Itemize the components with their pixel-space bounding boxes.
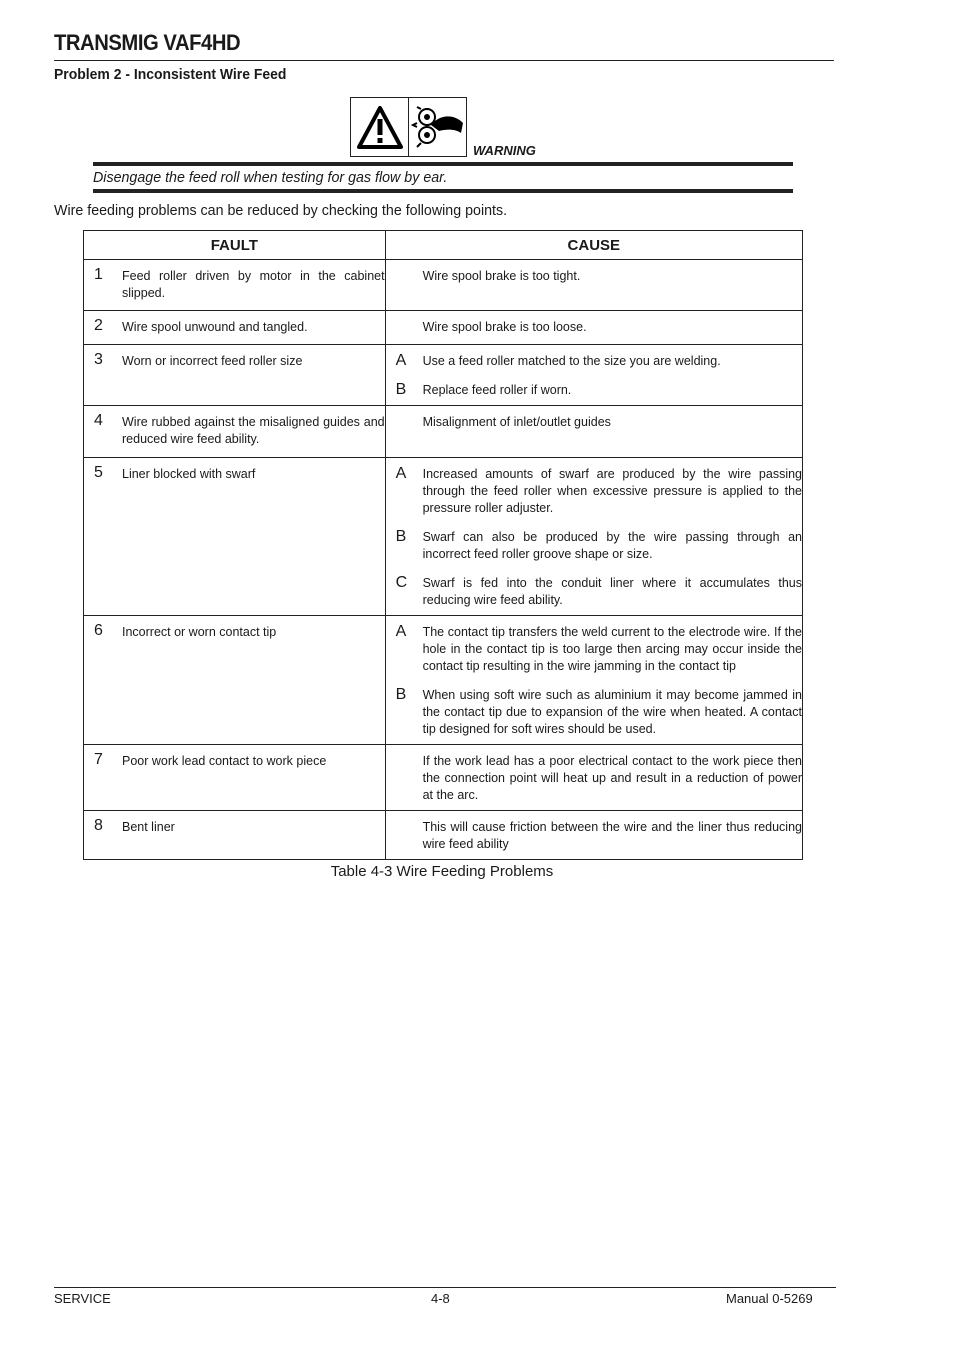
cause-letter — [386, 267, 423, 285]
cause-item — [386, 686, 802, 738]
document-title: TRANSMIG VAF4HD — [54, 30, 241, 55]
fault-description: Worn or incorrect feed roller size — [122, 354, 303, 368]
cause-description: Swarf is fed into the conduit liner where it accumulates thus reducing wire feed ability. — [422, 576, 802, 607]
cause-letter — [386, 752, 423, 804]
table-row — [84, 616, 803, 745]
table-caption: Table 4-3 Wire Feeding Problems — [330, 863, 554, 880]
fault-cell — [84, 811, 386, 860]
footer-divider — [54, 1287, 836, 1288]
cause-letter — [386, 413, 423, 431]
cause-item — [386, 818, 802, 853]
footer-page-number: 4-8 — [431, 1291, 450, 1306]
fault-number: 7 — [94, 751, 103, 768]
cause-letter: B — [395, 528, 407, 545]
cause-cell — [385, 311, 802, 345]
hand-crush-icon — [409, 98, 466, 156]
cause-letter — [386, 818, 423, 853]
cause-item — [386, 413, 802, 431]
cause-cell — [385, 811, 802, 860]
cause-description: Wire spool brake is too tight. — [422, 269, 581, 283]
cause-cell — [385, 406, 802, 458]
fault-cell — [84, 311, 386, 345]
fault-description: Wire spool unwound and tangled. — [122, 320, 308, 334]
table-body — [84, 260, 803, 860]
cause-letter: B — [395, 686, 407, 703]
cause-item — [386, 465, 802, 517]
fault-column-header: FAULT — [84, 231, 386, 260]
table-row — [84, 260, 803, 311]
warning-icon-group — [350, 97, 467, 157]
title-divider — [54, 60, 834, 61]
fault-number: 6 — [94, 622, 103, 639]
cause-item — [386, 318, 802, 336]
cause-letter: B — [395, 381, 407, 398]
cause-letter: A — [395, 623, 407, 640]
fault-cell — [84, 616, 386, 745]
cause-item — [386, 352, 802, 370]
fault-cell — [84, 406, 386, 458]
cause-description: This will cause friction between the wire and the liner thus reducing wire feed ability — [422, 820, 802, 851]
cause-cell — [385, 345, 802, 406]
cause-description: The contact tip transfers the weld current to the electrode wire. If the hole in the contact tip is too large then arcing may occur inside the contact tip resulting in the wire jamming in the contact tip — [422, 625, 802, 673]
fault-number: 2 — [94, 317, 103, 334]
warning-triangle-icon — [351, 98, 409, 156]
fault-description: Poor work lead contact to work piece — [122, 754, 327, 768]
warning-text: Disengage the feed roll when testing for gas flow by ear. — [93, 169, 448, 186]
fault-description: Bent liner — [122, 820, 175, 834]
cause-letter: C — [395, 574, 408, 591]
cause-cell — [385, 260, 802, 311]
table-row — [84, 745, 803, 811]
table-row — [84, 811, 803, 860]
cause-description: Use a feed roller matched to the size you are welding. — [422, 354, 721, 368]
fault-description: Feed roller driven by motor in the cabinet slipped. — [122, 269, 385, 300]
cause-item — [386, 528, 802, 563]
intro-paragraph: Wire feeding problems can be reduced by checking the following points. — [54, 202, 508, 219]
fault-cell — [84, 458, 386, 616]
fault-cell — [84, 260, 386, 311]
table-row — [84, 458, 803, 616]
cause-item — [386, 381, 802, 399]
warning-bar-bottom — [93, 189, 793, 193]
warning-label: WARNING — [473, 143, 536, 158]
fault-cell — [84, 345, 386, 406]
cause-cell — [385, 745, 802, 811]
footer-section: SERVICE — [54, 1291, 111, 1306]
cause-description: Swarf can also be produced by the wire passing through an incorrect feed roller groove shape or size. — [422, 530, 802, 561]
wire-feed-problems-table — [83, 230, 803, 860]
fault-number: 1 — [94, 266, 103, 283]
cause-description: Wire spool brake is too loose. — [422, 320, 587, 334]
table-row — [84, 406, 803, 458]
cause-letter: A — [395, 352, 407, 369]
footer-manual-number: Manual 0-5269 — [726, 1291, 813, 1306]
cause-cell — [385, 458, 802, 616]
cause-letter — [386, 318, 423, 336]
fault-number: 8 — [94, 817, 103, 834]
fault-description: Liner blocked with swarf — [122, 467, 256, 481]
cause-column-header: CAUSE — [385, 231, 802, 260]
fault-description: Wire rubbed against the misaligned guides and reduced wire feed ability. — [122, 415, 385, 446]
cause-item — [386, 267, 802, 285]
section-heading: Problem 2 - Inconsistent Wire Feed — [54, 66, 287, 83]
fault-number: 4 — [94, 412, 103, 429]
fault-cell — [84, 745, 386, 811]
table-header-row — [84, 231, 803, 260]
cause-description: When using soft wire such as aluminium it may become jammed in the contact tip due to expansion of the wire when heated. A contact tip designed for soft wires should be used. — [422, 688, 802, 736]
cause-description: Replace feed roller if worn. — [422, 383, 572, 397]
fault-description: Incorrect or worn contact tip — [122, 625, 277, 639]
cause-letter: A — [395, 465, 407, 482]
fault-number: 3 — [94, 351, 103, 368]
cause-item — [386, 752, 802, 804]
table-row — [84, 311, 803, 345]
warning-bar-top — [93, 162, 793, 166]
cause-item — [386, 574, 802, 609]
cause-description: If the work lead has a poor electrical contact to the work piece then the connection point will heat up and result in a reduction of power at the arc. — [422, 754, 802, 802]
cause-item — [386, 623, 802, 675]
fault-number: 5 — [94, 464, 103, 481]
table-row — [84, 345, 803, 406]
cause-description: Misalignment of inlet/outlet guides — [422, 415, 611, 429]
cause-description: Increased amounts of swarf are produced by the wire passing through the feed roller when excessive pressure is applied to the pressure roller adjuster. — [422, 467, 802, 515]
cause-cell — [385, 616, 802, 745]
